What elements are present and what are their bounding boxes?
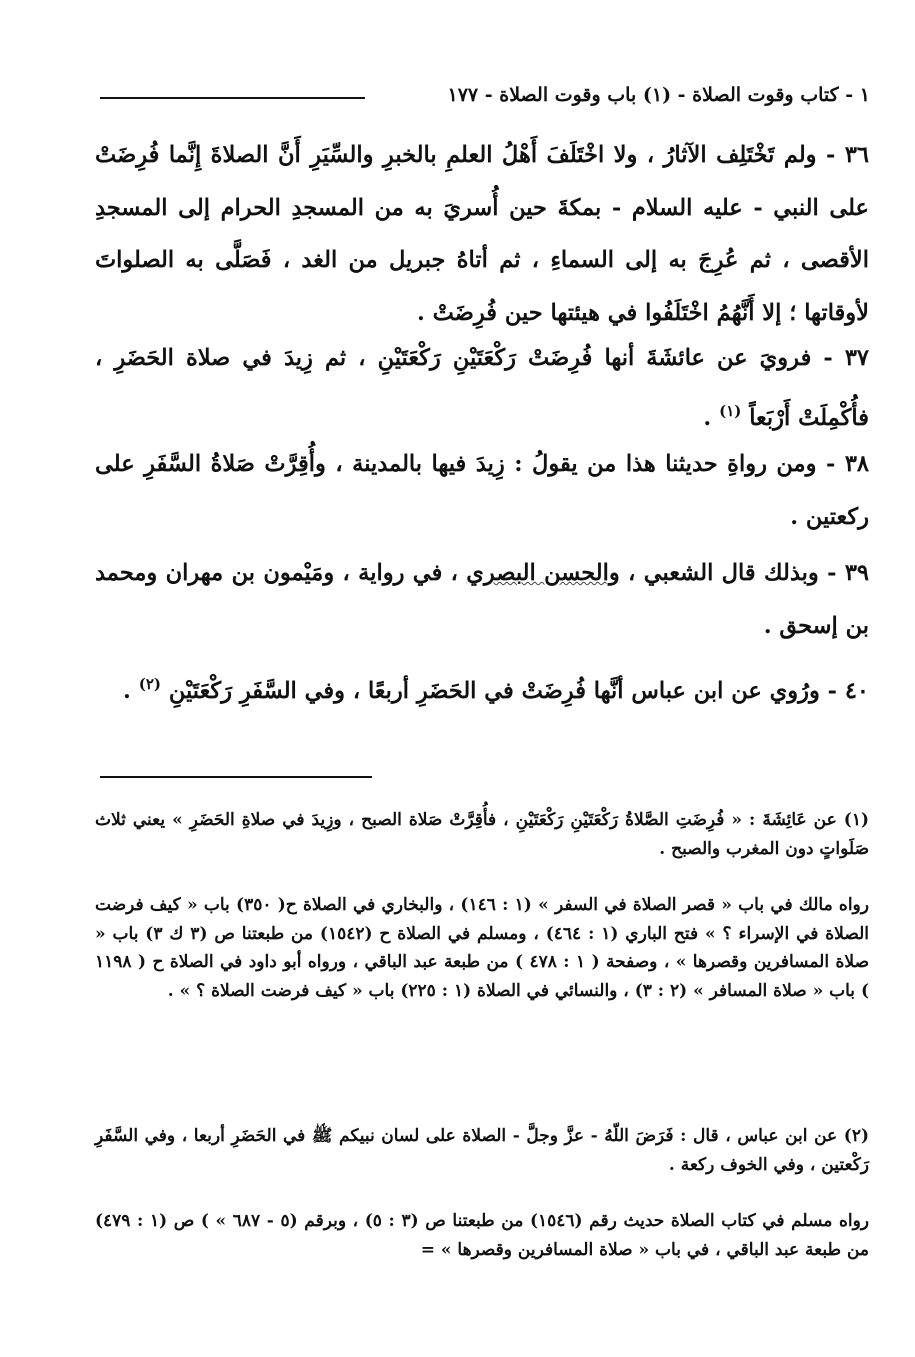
footnote-marker-2[interactable]: (٢): [138, 675, 162, 693]
running-header: [100, 76, 870, 114]
paragraph-39: [95, 547, 869, 652]
underlined-name: والحسن البصري: [466, 560, 620, 586]
footnote-marker-1[interactable]: (١): [719, 401, 742, 420]
paragraph-text-start: وبذلك قال الشعبي ،: [628, 560, 819, 586]
paragraph-number: ٤٠: [844, 678, 869, 704]
paragraph-37: [95, 332, 869, 444]
paragraph-text: فرويَ عن عائشَةَ أنها فُرِضَتْ رَكْعَتَيْنِ رَكْعَتَيْنِ ، ثم زِيدَ في صلاة الحَضَرِ ، فأُكْمِلَتْ أَرْبَعاً: [95, 345, 869, 431]
footnote-2-source: رواه مسلم في كتاب الصلاة حديث رقم (١٥٤٦) من طبعتنا ص (٣ : ٥) ، وبرقم (٥ - ٦٨٧ » ) ص (١ : ٤٧٩) من طبعة عبد الباقي ، في باب « صلاة المسافرين وقصرها » =: [95, 1211, 869, 1260]
paragraph-40: [95, 658, 869, 718]
paragraph-text: ومن رواةِ حديثنا هذا من يقولُ : زِيدَ فيها بالمدينة ، وأُقِرَّتْ صَلاةُ السَّفَرِ على ركعتين .: [95, 451, 869, 530]
dash: -: [816, 142, 836, 168]
paragraph-number: ٣٦: [844, 142, 870, 168]
footnote-rule: [100, 776, 372, 778]
paragraph-text: ورُوي عن ابن عباس أنَّها فُرِضَتْ في الحَضَرِ أربعًا ، وفي السَّفَرِ رَكْعَتَيْنِ: [168, 678, 820, 704]
footnote-1: (١) عن عَائِشَةَ : « فُرِضَتِ الصَّلاةُ رَكْعَتَيْنِ رَكْعَتَيْنِ ، فأُقِرَّتْ صَلاة الصبح ، وزِيدَ في صلاةِ الحَضَرِ » يعني ثلاث صَلَواتٍ دون المغرب والصبح .: [95, 810, 869, 859]
paragraph-text-end: ، في رواية ، ومَيْمون بن مهران ومحمد بن إسحق .: [95, 560, 869, 639]
footnote-1-source: رواه مالك في باب « قصر الصلاة في السفر » (١ : ١٤٦) ، والبخاري في الصلاة ح( ٣٥٠) باب « كيف فرضت الصلاة في الإسراء ؟ » فتح الباري (١ : ٤٦٤) ، ومسلم في الصلاة ح (١٥٤٢) من طبعتنا ص (٣ ك ٣) باب « صلاة المسافرين وقصرها » ، وصفحة ( ١ : ٤٧٨ ) من طبعة عبد الباقي ، ورواه أبو داود في الصلاة ح ( ١١٩٨ ) باب « صلاة المسافر » (٢ : ٣) ، والنسائي في الصلاة (١ : ٢٢٥) باب « كيف فرضت الصلاة ؟ » .: [95, 895, 869, 1001]
paragraph-number: ٣٩: [844, 560, 869, 586]
header-rule: [100, 97, 365, 99]
running-title: ١ - كتاب وقوت الصلاة - (١) باب وقوت الصلاة - ١٧٧: [447, 84, 870, 106]
dash: -: [811, 345, 833, 371]
dash: -: [818, 560, 837, 586]
paragraph-end: .: [123, 678, 131, 704]
paragraph-text: ولم تَخْتَلِف الآثارُ ، ولا اخْتَلَفَ أَهْلُ العلمِ بالخبرِ والسِّيَرِ أَنَّ الصلاةَ إِنَّما فُرِضَتْ على النبي - عليه السلام - بمكةَ حين أُسريَ به من المسجدِ الحرام إلى المسجدِ الأقصى ، ثم عُرِجَ به إلى السماءِ ، ثم أتاهُ جبريل من الغد ، فَصَلَّى به الصلواتَ لأوقاتها ؛ إلا أَنَّهُمُ اخْتَلَفُوا في هيئتها حين فُرِضَتْ .: [95, 142, 869, 326]
paragraph-number: ٣٧: [844, 345, 869, 371]
paragraph-number: ٣٨: [844, 451, 869, 477]
paragraph-36: [95, 129, 869, 339]
paragraph-38: [95, 438, 869, 543]
dash: -: [816, 451, 836, 477]
footnote-2: (٢) عن ابن عباس ، قال : فَرَضَ اللّهُ - عزَّ وجلَّ - الصلاة على لسان نبيكم ﷺ في الحَضَرِ أربعا ، وفي السَّفَرِ رَكْعتين ، وفي الخوف ركعة .: [95, 1126, 869, 1175]
paragraph-end: .: [703, 404, 712, 431]
dash: -: [819, 678, 837, 704]
